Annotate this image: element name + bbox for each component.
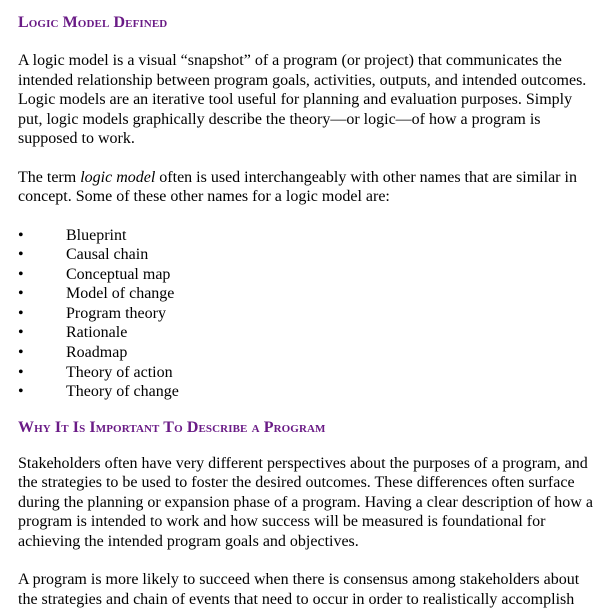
bullet-icon: • (18, 304, 24, 322)
list-item (18, 382, 593, 402)
bullet-icon: • (18, 363, 24, 381)
list-item (18, 363, 593, 383)
list-item-label: Theory of action (66, 363, 173, 381)
term-text-before: The term (18, 168, 81, 186)
list-item-label: Conceptual map (66, 265, 171, 283)
document-page (18, 12, 593, 609)
consensus-paragraph: A program is more likely to succeed when there is consensus among stakeholders about the strategies and chain of events that need to occur in order to realistically accomplish (18, 571, 580, 608)
list-item-label: Blueprint (66, 226, 127, 244)
bullet-icon: • (18, 226, 24, 244)
term-text-after: often is used interchangeably with other names that are similar in concept. Some of these other names for a logic model are: (18, 168, 577, 205)
term-paragraph (18, 168, 593, 207)
list-item-label: Program theory (66, 304, 166, 322)
list-item-label: Roadmap (66, 344, 128, 362)
list-item (18, 226, 593, 246)
list-item-label: Rationale (66, 324, 128, 342)
term-logic-model-italic: logic model (80, 168, 156, 186)
list-item (18, 245, 593, 265)
list-item (18, 343, 593, 363)
list-item (18, 265, 593, 285)
bullet-icon: • (18, 344, 24, 362)
bullet-icon: • (18, 265, 24, 283)
list-item (18, 323, 593, 343)
section-heading-why-describe-program: Why It Is Important To Describe a Program (18, 418, 326, 436)
alternate-names-list (18, 226, 593, 402)
list-item-label: Model of change (66, 285, 175, 303)
list-item-label: Theory of change (66, 383, 179, 401)
list-item (18, 304, 593, 324)
bullet-icon: • (18, 285, 24, 303)
list-item-label: Causal chain (66, 246, 149, 264)
list-item (18, 284, 593, 304)
bullet-icon: • (18, 324, 24, 342)
bullet-icon: • (18, 246, 24, 264)
stakeholders-paragraph: Stakeholders often have very different perspectives about the purposes of a program, and the strategies to be used to foster the desired outcomes. These differences often surface during the planning or expansion phase of a program. Having a clear description of how a program is intended to work and how success will be measured is foundational for achieving the intended program goals and objectives. (18, 454, 593, 550)
section-heading-logic-model-defined: Logic Model Defined (18, 14, 168, 31)
logic-model-definition-paragraph: A logic model is a visual “snapshot” of a program (or project) that communicates the intended relationship between program goals, activities, outputs, and intended outcomes. Logic models are an iterative tool useful for planning and evaluation purposes. Simply put, logic models graphically describe the theory—or logic—of how a program is supposed to work. (18, 52, 587, 147)
bullet-icon: • (18, 383, 24, 401)
